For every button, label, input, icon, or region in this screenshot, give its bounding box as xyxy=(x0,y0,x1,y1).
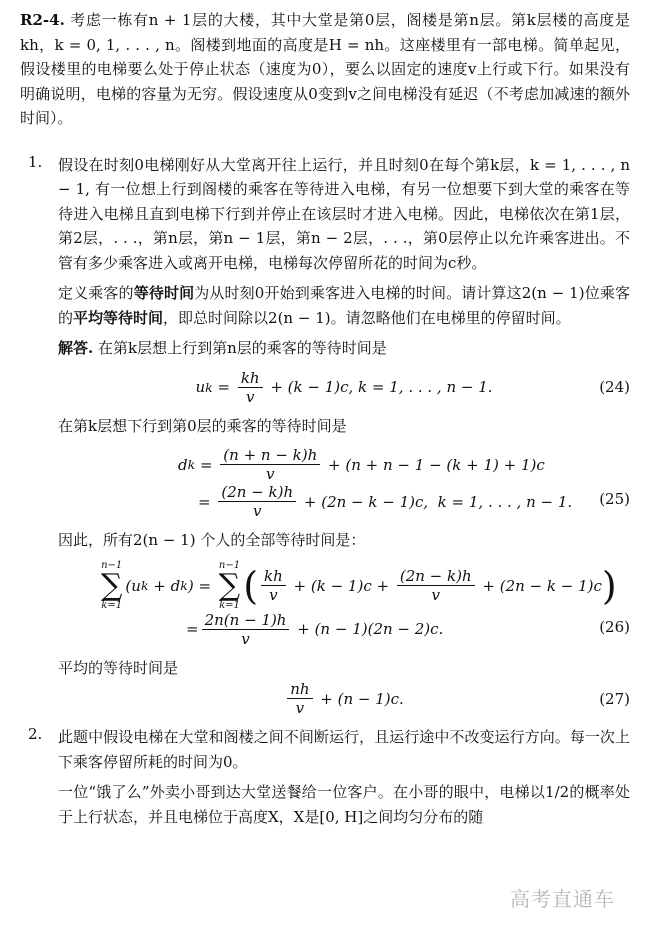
text: 平均的等待时间是 xyxy=(58,658,179,677)
item2-paragraph: 此题中假设电梯在大堂和阁楼之间不间断运行，且运行途中不改变运行方向。每一次上下乘客停留所耗的时间为0。 xyxy=(58,728,630,771)
t: + (k − 1)c + xyxy=(288,576,394,595)
text: 因此，所有2(n − 1) 个人的全部等待时间是： xyxy=(58,531,366,549)
text: 为从时刻0开始到乘客进入电梯的时间。请计算这2(n − 1)位乘客的 xyxy=(58,284,630,327)
t: k xyxy=(187,457,196,472)
text: 定义乘客的 xyxy=(58,284,134,302)
t: kh xyxy=(261,567,286,586)
watermark: 高考直通车 xyxy=(510,887,615,911)
equation-number: (24) xyxy=(599,378,630,396)
equation-25: d k = $\frac{(n + n - k)h}{v}$ + (n + n − 1 − (k + 1) + 1)c = $\frac{(2n - k)h}{v}$ + (2n − k − 1)c, k = 1, . . . , n − 1. (25) xyxy=(178,446,630,520)
t: (n + n − k)h xyxy=(220,446,320,465)
t: k=1 xyxy=(219,599,240,611)
t: v xyxy=(252,502,262,520)
t: + d xyxy=(148,576,181,595)
t: + (2n − k − 1)c, k = 1, . . . , n − 1. xyxy=(299,492,573,511)
t: v xyxy=(269,586,278,604)
t: n−1 xyxy=(101,559,123,571)
problem-label: R2-4. xyxy=(20,11,65,29)
t: d xyxy=(178,455,188,474)
intro-text: 考虑一栋有n + 1层的大楼，其中大堂是第0层，阁楼是第n层。第k层楼的高度是kh，k = 0, 1, . . . , n。阁楼到地面的高度是H = nh。这座楼里有一部电梯。简单起见，假设楼里的电梯要么处于停止状态（速度为0），要么以固定的速度v上行或下行。如果没有明确说明，电梯的容量为无穷。假设速度从0变到v之间电梯没有延迟（不考虑加减速的额外时间）。 xyxy=(20,11,630,127)
t: k=1 xyxy=(101,599,123,611)
t: = xyxy=(212,378,235,396)
equation-24 xyxy=(58,369,630,406)
equation-26: n−1 ∑ k=1 (u k + d k ) = n−1 ∑ k=1 ( $\frac{kh}{v}$ + (k − 1)c + $\frac{(2n - k)h}{v}$ + (2n − k − 1)c ) = $\frac{2n(n - 1)h}{v}$ + (n − 1)(2n − 2)c. (26) xyxy=(101,559,630,648)
t: nh xyxy=(287,680,312,699)
item1-paragraph: 假设在时刻0电梯刚好从大堂离开往上运行，并且时刻0在每个第k层，k = 1, . . . , n − 1, 有一位想上行到阁楼的乘客在等待进入电梯，有另一位想要下到大堂的乘客在等待进入电梯且直到电梯下行到并停止在该层时才进入电梯。因此，电梯依次在第1层，第2层，. . .，第n层，第n − 1层，第n − 2层，. . .，第0层停止以允许乘客进出。不管有多少乘客进入或离开电梯，电梯每次停留所花的时间为c秒。 xyxy=(58,155,630,272)
answer-label: 解答. xyxy=(58,339,94,357)
t: = xyxy=(193,576,216,595)
term: 等待时间 xyxy=(133,284,195,302)
t: (2n − k)h xyxy=(397,567,475,586)
equation-number: (26) xyxy=(599,617,630,636)
t: u xyxy=(195,378,206,396)
item2-paragraph: 一位“饿了么”外卖小哥到达大堂送餐给一位客户。在小哥的眼中，电梯以1/2的概率处于上行状态，并且电梯位于高度X，X是[0, H]之间均匀分布的随 xyxy=(58,783,630,826)
item-1 xyxy=(20,153,630,726)
t: kh xyxy=(238,369,263,388)
t: v xyxy=(245,387,255,406)
t: + (2n − k − 1)c xyxy=(477,576,602,595)
item1-definition xyxy=(58,281,630,330)
text: 在第k层想下行到第0层的乘客的等待时间是 xyxy=(58,416,347,435)
t: v xyxy=(241,629,250,648)
t: (2n − k)h xyxy=(218,483,296,502)
item-2 xyxy=(20,725,630,835)
answer xyxy=(58,336,630,361)
t: + (n + n − 1 − (k + 1) + 1)c xyxy=(323,455,545,474)
t: = xyxy=(195,455,218,474)
t: v xyxy=(295,699,305,717)
equation-27 xyxy=(58,680,630,717)
item-number: 1. xyxy=(28,152,43,171)
text: 在第k层想上行到第n层的乘客的等待时间是 xyxy=(93,339,387,357)
problem-intro xyxy=(20,8,630,131)
t: k xyxy=(140,578,149,593)
text: ，即总时间除以2(n − 1)。请忽略他们在电梯里的停留时间。 xyxy=(163,308,571,327)
t: + (k − 1)c, k = 1, . . . , n − 1. xyxy=(265,378,493,396)
t: v xyxy=(266,465,275,483)
t: ) xyxy=(187,576,194,595)
equation-number: (27) xyxy=(599,689,630,708)
equation-number: (25) xyxy=(599,490,630,508)
t: k xyxy=(180,578,188,593)
t: + (n − 1)c. xyxy=(315,689,404,708)
t: n−1 xyxy=(218,559,241,571)
term: 平均等待时间 xyxy=(73,308,164,327)
t: + (n − 1)(2n − 2)c. xyxy=(292,620,444,638)
t: v xyxy=(431,586,440,604)
item-number: 2. xyxy=(28,725,43,743)
t: 2n(n − 1)h xyxy=(202,611,290,630)
t: (u xyxy=(125,576,141,595)
t: k xyxy=(205,379,213,395)
